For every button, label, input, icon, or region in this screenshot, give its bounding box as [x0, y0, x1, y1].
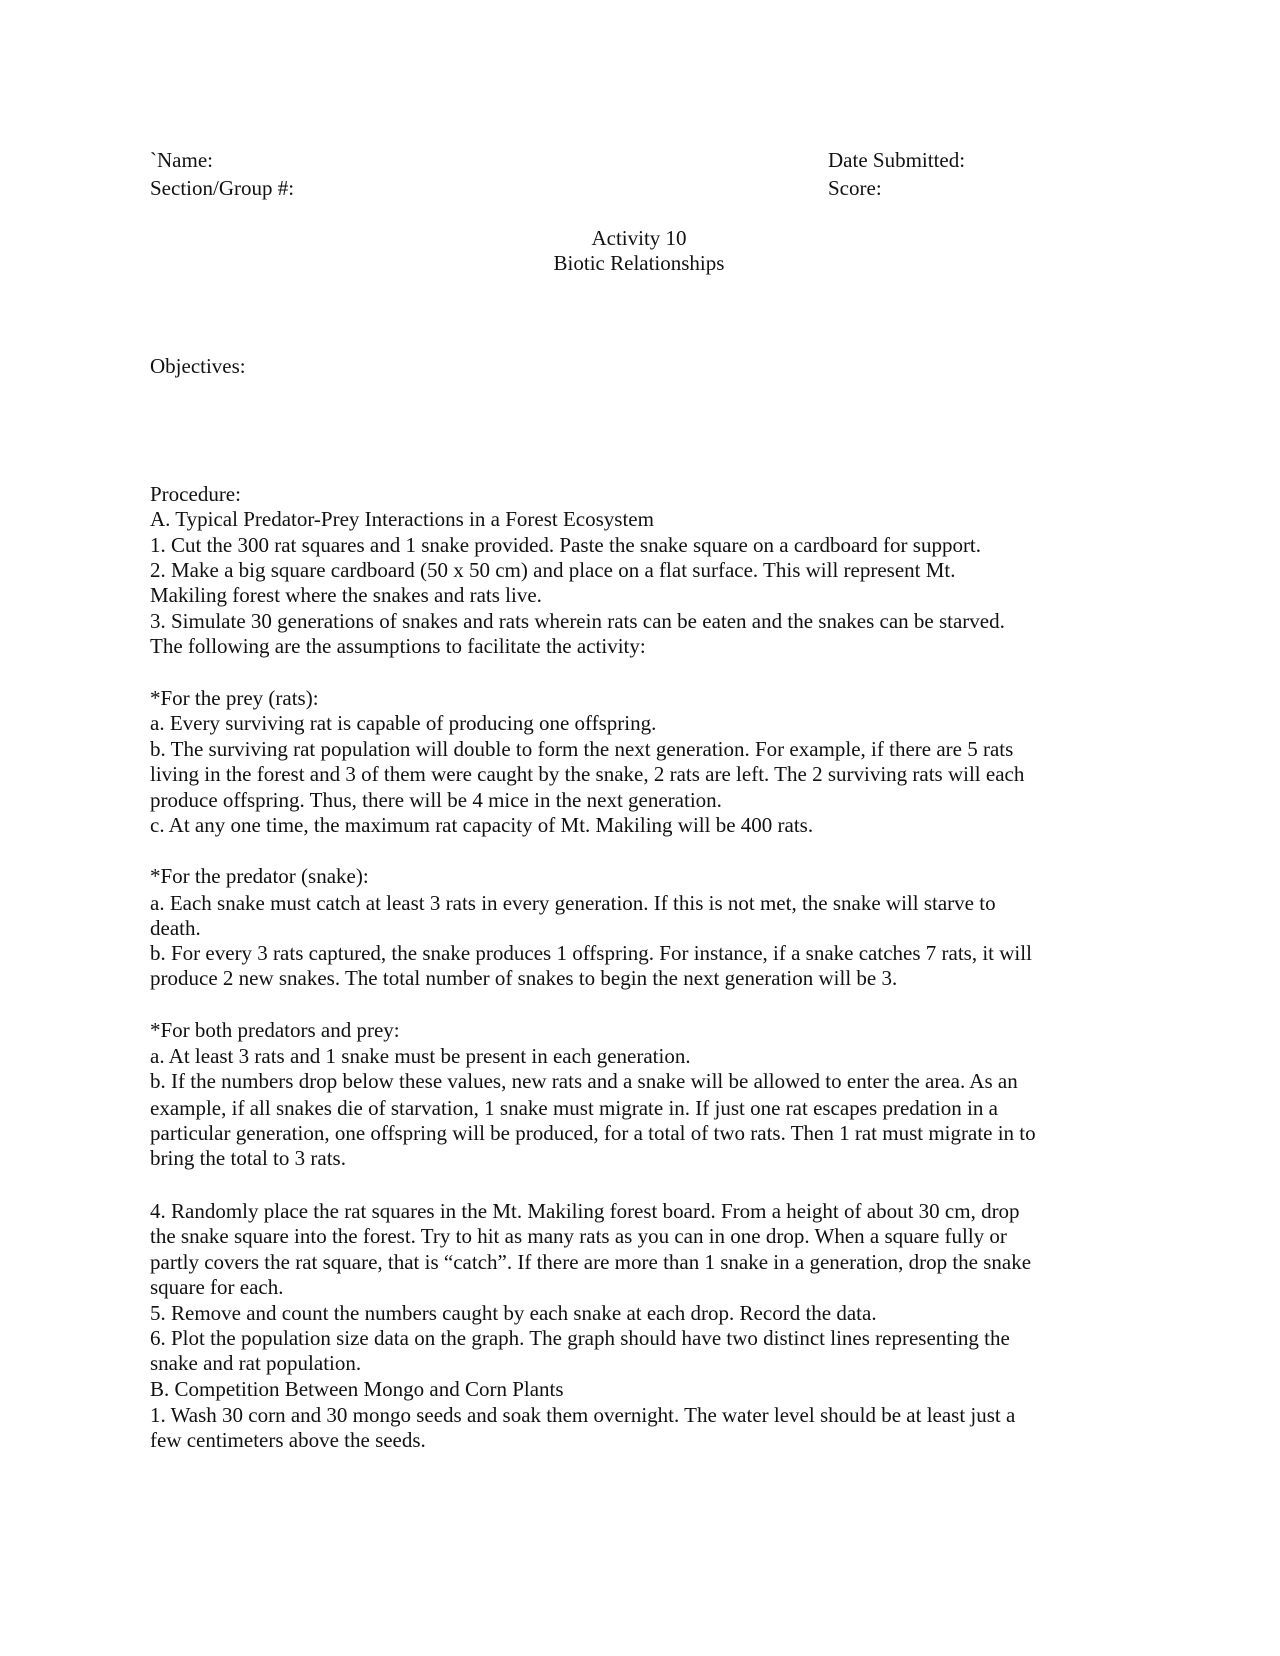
procedure-line: 2. Make a big square cardboard (50 x 50 cm) and place on a flat surface. This will represent Mt. — [150, 558, 956, 582]
activity-subtitle: Biotic Relationships — [553, 251, 725, 275]
both-line: bring the total to 3 rats. — [150, 1146, 346, 1170]
both-line: a. At least 3 rats and 1 snake must be present in each generation. — [150, 1044, 691, 1068]
name-label: `Name: — [150, 148, 213, 172]
both-heading: *For both predators and prey: — [150, 1018, 400, 1042]
predator-line: a. Each snake must catch at least 3 rats in every generation. If this is not met, the snake will starve to — [150, 891, 996, 915]
procedure-line: Makiling forest where the snakes and rats live. — [150, 583, 542, 607]
step-line: square for each. — [150, 1275, 284, 1299]
objectives-label: Objectives: — [150, 354, 246, 378]
procedure-b-line: 1. Wash 30 corn and 30 mongo seeds and soak them overnight. The water level should be at least just a — [150, 1403, 1016, 1427]
both-line: particular generation, one offspring will be produced, for a total of two rats. Then 1 rat must migrate in to — [150, 1121, 1036, 1145]
prey-line: a. Every surviving rat is capable of producing one offspring. — [150, 711, 657, 735]
date-submitted-label: Date Submitted: — [828, 148, 966, 172]
procedure-line: 1. Cut the 300 rat squares and 1 snake provided. Paste the snake square on a cardboard for support. — [150, 533, 982, 557]
procedure-line: 3. Simulate 30 generations of snakes and rats wherein rats can be eaten and the snakes can be starved. — [150, 609, 1005, 633]
score-label: Score: — [828, 176, 882, 200]
predator-line: b. For every 3 rats captured, the snake produces 1 offspring. For instance, if a snake catches 7 rats, it will — [150, 941, 1032, 965]
section-a-heading: A. Typical Predator-Prey Interactions in a Forest Ecosystem — [150, 507, 654, 531]
step-line: 4. Randomly place the rat squares in the Mt. Makiling forest board. From a height of about 30 cm, drop — [150, 1199, 1020, 1223]
activity-title: Activity 10 — [591, 226, 687, 250]
step-line: snake and rat population. — [150, 1351, 362, 1375]
prey-line: living in the forest and 3 of them were caught by the snake, 2 rats are left. The 2 surviving rats will each — [150, 762, 1025, 786]
prey-line: c. At any one time, the maximum rat capacity of Mt. Makiling will be 400 rats. — [150, 813, 814, 837]
step-line: 6. Plot the population size data on the graph. The graph should have two distinct lines representing the — [150, 1326, 1010, 1350]
procedure-label: Procedure: — [150, 482, 241, 506]
predator-heading: *For the predator (snake): — [150, 864, 369, 888]
step-line: partly covers the rat square, that is “catch”. If there are more than 1 snake in a generation, drop the snake — [150, 1250, 1032, 1274]
predator-line: death. — [150, 916, 201, 940]
step-line: 5. Remove and count the numbers caught by each snake at each drop. Record the data. — [150, 1301, 877, 1325]
prey-line: produce offspring. Thus, there will be 4 mice in the next generation. — [150, 788, 722, 812]
step-line: the snake square into the forest. Try to hit as many rats as you can in one drop. When a square fully or — [150, 1224, 1007, 1248]
predator-line: produce 2 new snakes. The total number of snakes to begin the next generation will be 3. — [150, 966, 898, 990]
both-line: b. If the numbers drop below these values, new rats and a snake will be allowed to enter the area. As an — [150, 1069, 1018, 1093]
section-b-heading: B. Competition Between Mongo and Corn Plants — [150, 1377, 564, 1401]
procedure-b-line: few centimeters above the seeds. — [150, 1428, 426, 1452]
prey-heading: *For the prey (rats): — [150, 686, 319, 710]
prey-line: b. The surviving rat population will double to form the next generation. For example, if there are 5 rats — [150, 737, 1014, 761]
section-group-label: Section/Group #: — [150, 176, 295, 200]
procedure-line: The following are the assumptions to facilitate the activity: — [150, 634, 646, 658]
both-line: example, if all snakes die of starvation, 1 snake must migrate in. If just one rat escapes predation in a — [150, 1096, 998, 1120]
